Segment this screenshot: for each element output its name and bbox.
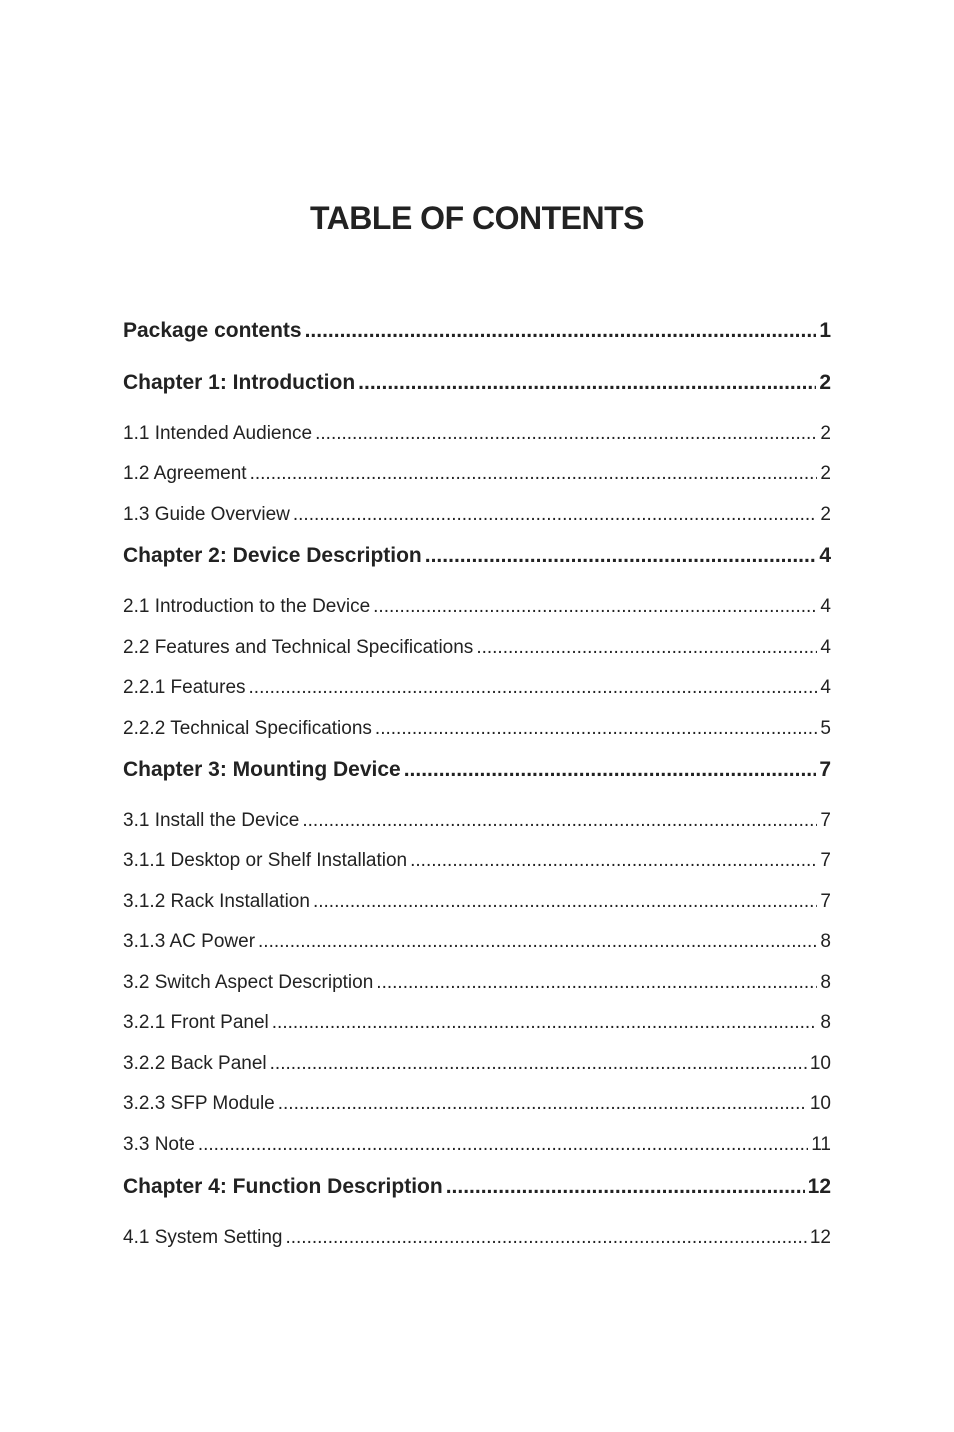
toc-entry-page: 1 xyxy=(819,319,831,342)
dot-leader xyxy=(249,674,818,702)
page-title: TABLE OF CONTENTS xyxy=(310,200,644,236)
toc-entry-label: 3.1 Install the Device xyxy=(123,810,300,831)
toc-entry-1-1[interactable] xyxy=(123,420,831,448)
toc-entry-page: 7 xyxy=(819,758,831,781)
toc-entry-label: 1.1 Intended Audience xyxy=(123,423,313,444)
toc-entry-3-2[interactable] xyxy=(123,969,831,997)
toc-entry-page: 4 xyxy=(820,596,831,617)
toc-entry-page: 2 xyxy=(820,423,831,444)
dot-leader xyxy=(293,501,818,529)
dot-leader xyxy=(270,1050,807,1078)
toc-entry-3-2-3[interactable] xyxy=(123,1090,831,1118)
toc-entry-page: 4 xyxy=(820,637,831,658)
toc-entry-chapter-3[interactable] xyxy=(123,755,831,785)
toc-entry-3-1-3[interactable] xyxy=(123,928,831,956)
toc-entry-3-1-2[interactable] xyxy=(123,888,831,916)
toc-entry-page: 7 xyxy=(820,891,831,912)
toc-entry-label: 3.2.2 Back Panel xyxy=(123,1053,267,1074)
toc-entry-label: 2.2.2 Technical Specifications xyxy=(123,718,372,739)
dot-leader xyxy=(446,1172,805,1202)
toc-entry-page: 2 xyxy=(820,504,831,525)
toc-entry-label: 1.3 Guide Overview xyxy=(123,504,290,525)
toc-entry-page: 2 xyxy=(819,371,831,394)
toc-entry-label: Chapter 3: Mounting Device xyxy=(123,758,401,781)
dot-leader xyxy=(315,420,817,448)
toc-entry-page: 4 xyxy=(819,544,831,567)
toc-entry-page: 10 xyxy=(809,1053,831,1074)
dot-leader xyxy=(313,888,817,916)
toc-entry-page: 12 xyxy=(809,1227,831,1248)
toc-entry-label: 2.2 Features and Technical Specifications xyxy=(123,637,474,658)
dot-leader xyxy=(198,1131,808,1159)
toc-entry-page: 2 xyxy=(820,463,831,484)
dot-leader xyxy=(272,1009,818,1037)
toc-entry-page: 5 xyxy=(820,718,831,739)
dot-leader xyxy=(278,1090,807,1118)
toc-entry-label: 3.2.1 Front Panel xyxy=(123,1012,269,1033)
toc-entry-page: 8 xyxy=(820,1012,831,1033)
toc-entry-1-3[interactable] xyxy=(123,501,831,529)
toc-entry-3-1[interactable] xyxy=(123,807,831,835)
toc-entry-label: 3.1.2 Rack Installation xyxy=(123,891,310,912)
toc-entry-label: Package contents xyxy=(123,319,302,342)
dot-leader xyxy=(302,807,817,835)
toc-entry-page: 8 xyxy=(820,931,831,952)
toc-entry-label: 2.1 Introduction to the Device xyxy=(123,596,371,617)
dot-leader xyxy=(285,1224,806,1252)
toc-entry-label: Chapter 4: Function Description xyxy=(123,1175,443,1198)
dot-leader xyxy=(375,715,818,743)
dot-leader xyxy=(373,593,817,621)
toc-entry-package-contents[interactable] xyxy=(123,316,831,346)
toc-entry-label: 3.3 Note xyxy=(123,1134,195,1155)
toc-entry-2-2[interactable] xyxy=(123,634,831,662)
toc-entry-2-1[interactable] xyxy=(123,593,831,621)
toc-entry-label: Chapter 2: Device Description xyxy=(123,544,422,567)
toc-entry-page: 7 xyxy=(820,850,831,871)
dot-leader xyxy=(250,460,818,488)
toc-entry-chapter-4[interactable] xyxy=(123,1172,831,1202)
toc-entry-chapter-1[interactable] xyxy=(123,368,831,398)
dot-leader xyxy=(376,969,817,997)
toc-entry-label: 4.1 System Setting xyxy=(123,1227,283,1248)
dot-leader xyxy=(410,847,817,875)
toc-entry-label: 3.1.1 Desktop or Shelf Installation xyxy=(123,850,408,871)
toc-entry-4-1[interactable] xyxy=(123,1224,831,1252)
dot-leader xyxy=(404,755,817,785)
dot-leader xyxy=(258,928,817,956)
toc-entry-2-2-1[interactable] xyxy=(123,674,831,702)
toc-entry-label: 3.1.3 AC Power xyxy=(123,931,256,952)
toc-entry-label: 3.2.3 SFP Module xyxy=(123,1093,275,1114)
dot-leader xyxy=(476,634,817,662)
toc-entry-page: 10 xyxy=(809,1093,831,1114)
toc-entry-label: Chapter 1: Introduction xyxy=(123,371,356,394)
toc-entry-page: 8 xyxy=(820,972,831,993)
toc-entry-3-1-1[interactable] xyxy=(123,847,831,875)
toc-entry-page: 11 xyxy=(811,1134,831,1155)
toc-entry-3-2-2[interactable] xyxy=(123,1050,831,1078)
toc-entry-page: 12 xyxy=(807,1175,831,1198)
toc-entry-page: 7 xyxy=(820,810,831,831)
toc-entry-page: 4 xyxy=(820,677,831,698)
dot-leader xyxy=(425,541,817,571)
dot-leader xyxy=(305,316,817,346)
toc-entry-2-2-2[interactable] xyxy=(123,715,831,743)
toc-entry-label: 2.2.1 Features xyxy=(123,677,246,698)
toc-entry-label: 3.2 Switch Aspect Description xyxy=(123,972,374,993)
toc-entry-label: 1.2 Agreement xyxy=(123,463,247,484)
toc-entry-3-2-1[interactable] xyxy=(123,1009,831,1037)
dot-leader xyxy=(358,368,816,398)
toc-entry-1-2[interactable] xyxy=(123,460,831,488)
toc-entry-3-3[interactable] xyxy=(123,1131,831,1159)
toc-entry-chapter-2[interactable] xyxy=(123,541,831,571)
